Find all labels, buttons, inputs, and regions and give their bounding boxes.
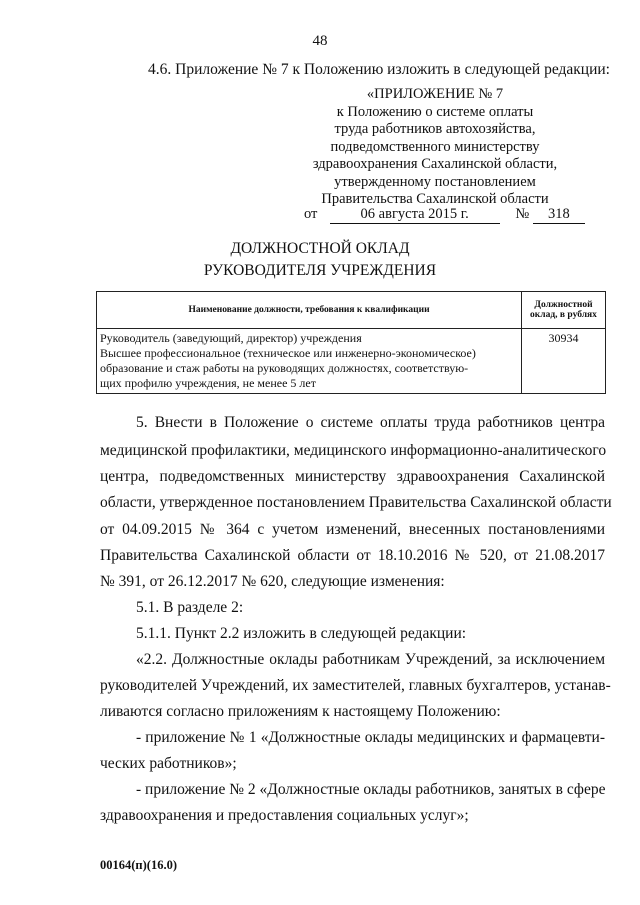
title-line-2: РУКОВОДИТЕЛЯ УЧРЕЖДЕНИЯ bbox=[203, 262, 437, 279]
paragraph-line: № 391, от 26.12.2017 № 620, следующие изменения: bbox=[100, 573, 445, 590]
appendix-line: труда работников автохозяйства, bbox=[334, 121, 536, 137]
appendix-number: 318 bbox=[533, 206, 585, 224]
number-label: № bbox=[515, 206, 530, 222]
appendix-line: «ПРИЛОЖЕНИЕ № 7 bbox=[366, 86, 504, 102]
cell-line: щих профилю учреждения, не менее 5 лет bbox=[100, 376, 316, 390]
paragraph-line: руководителей Учреждений, их заместителей, главных бухгалтеров, устанав- bbox=[100, 677, 611, 694]
table-row bbox=[97, 329, 606, 394]
intro-line: 4.6. Приложение № 7 к Положению изложить в следующей редакции: bbox=[148, 61, 610, 78]
appendix-line: подведомственного министерству bbox=[330, 138, 540, 155]
salary-table bbox=[96, 291, 606, 394]
appendix-line: здравоохранения Сахалинской области, bbox=[312, 156, 558, 172]
paragraph-line: центра, подведомственных министерству здравоохранения Сахалинской bbox=[100, 468, 605, 485]
paragraph-line: ческих работников»; bbox=[100, 755, 237, 772]
appendix-date: 06 августа 2015 г. bbox=[330, 206, 500, 224]
paragraph-line: - приложение № 2 «Должностные оклады работников, занятых в сфере bbox=[136, 781, 606, 798]
ot-label: от bbox=[304, 206, 318, 222]
cell-line: Высшее профессиональное (техническое или инженерно-экономическое) bbox=[100, 346, 476, 360]
paragraph-line: от 04.09.2015 № 364 с учетом изменений, внесенных постановлениями bbox=[100, 521, 605, 538]
table-header-row bbox=[97, 292, 606, 329]
cell-line: образование и стаж работы на руководящих должностях, соответствую- bbox=[100, 361, 469, 375]
paragraph-line: области, утвержденное постановлением Правительства Сахалинской области bbox=[100, 494, 612, 511]
paragraph-line: здравоохранения и предоставления социальных услуг»; bbox=[100, 807, 469, 824]
cell-line: Руководитель (заведующий, директор) учреждения bbox=[100, 331, 362, 345]
paragraph-line: «2.2. Должностные оклады работникам Учреждений, за исключением bbox=[136, 651, 605, 668]
header-salary-line-2: оклад, в рублях bbox=[530, 310, 597, 320]
appendix-date-row bbox=[304, 206, 585, 224]
title-line-1: ДОЛЖНОСТНОЙ ОКЛАД bbox=[230, 240, 410, 257]
salary-cell: 30934 bbox=[522, 329, 606, 394]
footer-code: 00164(п)(16.0) bbox=[100, 858, 177, 872]
appendix-line: Правительства Сахалинской области bbox=[321, 191, 549, 207]
paragraph-line: медицинской профилактики, медицинского информационно-аналитического bbox=[100, 442, 607, 459]
paragraph-line: - приложение № 1 «Должностные оклады медицинских и фармацевти- bbox=[136, 729, 605, 746]
paragraph-line: 5. Внести в Положение о системе оплаты труда работников центра bbox=[136, 414, 605, 431]
appendix-line: к Положению о системе оплаты bbox=[336, 103, 534, 120]
paragraph-line: ливаются согласно приложениям к настоящему Положению: bbox=[100, 703, 501, 720]
paragraph-line: 5.1. В разделе 2: bbox=[136, 599, 244, 616]
header-position: Наименование должности, требования к квалификации bbox=[97, 292, 522, 329]
header-salary bbox=[522, 292, 606, 329]
paragraph-line: 5.1.1. Пункт 2.2 изложить в следующей редакции: bbox=[136, 625, 467, 642]
appendix-header bbox=[290, 86, 580, 209]
page-number: 48 bbox=[312, 33, 328, 49]
position-cell bbox=[97, 329, 522, 394]
section-title bbox=[0, 238, 640, 282]
header-salary-line-1: Должностной bbox=[534, 300, 593, 310]
appendix-line: утвержденному постановлением bbox=[334, 173, 536, 190]
paragraph-line: Правительства Сахалинской области от 18.10.2016 № 520, от 21.08.2017 bbox=[100, 547, 605, 564]
